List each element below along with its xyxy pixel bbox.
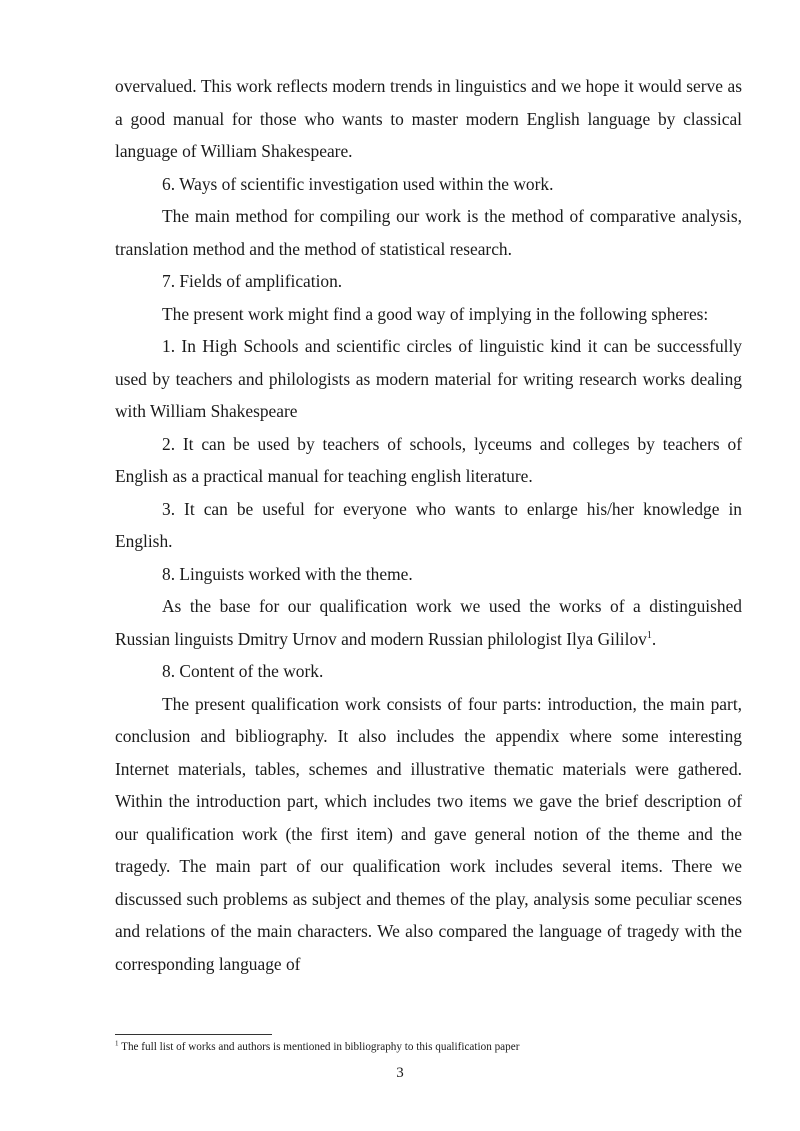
paragraph-spheres: The present work might find a good way of implying in the following spheres:	[162, 303, 709, 324]
list-item-high-schools: 1. In High Schools and scientific circles of linguistic kind it can be successfully used by teachers and philologists as modern material for writing research works dealing with William Shakespeare	[115, 336, 742, 421]
heading-content: 8. Content of the work.	[162, 661, 324, 681]
footnote-ref: 1	[646, 629, 652, 641]
paragraph-content-description: The present qualification work consists of four parts: introduction, the main part, conclusion and bibliography. It also includes the appendix where some interesting Internet materials, tables, schemes and illustrative thematic materials were gathered. Within the introduction part, which includes two items we gave the brief description of our qualification work (the first item) and gave general notion of the theme and the tragedy. The main part of our qualification work includes several items. There we discussed such problems as subject and themes of the play, analysis some peculiar scenes and relations of the main characters. We also compared the language of tragedy with the corresponding language of	[115, 693, 742, 974]
footnote-divider	[115, 1034, 272, 1035]
paragraph-base-works: As the base for our qualification work we used the works of a distinguished Russian linguists Dmitry Urnov and modern Russian philologist Ilya Gililov$^1$.	[115, 596, 742, 649]
page-number: 3	[396, 1065, 404, 1081]
heading-linguists: 8. Linguists worked with the theme.	[162, 563, 413, 584]
page-body	[115, 70, 742, 980]
footnote-marker: 1	[115, 1039, 119, 1048]
paragraph-main-method: The main method for compiling our work is the method of comparative analysis, translation method and the method of statistical research.	[115, 206, 742, 259]
heading-ways-of-investigation: 6. Ways of scientific investigation used within the work.	[162, 173, 554, 194]
footnote-text: The full list of works and authors is mentioned in bibliography to this qualification paper	[121, 1041, 520, 1053]
paragraph-intro: overvalued. This work reflects modern trends in linguistics and we hope it would serve as a good manual for those who wants to master modern English language by classical language of William Shakespeare.	[115, 76, 742, 161]
heading-fields-of-amplification: 7. Fields of amplification.	[162, 271, 343, 291]
list-item-teachers: 2. It can be used by teachers of schools, lyceums and colleges by teachers of English as a practical manual for teaching english literature.	[115, 433, 742, 486]
footnote	[115, 1040, 742, 1054]
list-item-everyone: 3. It can be useful for everyone who wants to enlarge his/her knowledge in English.	[115, 498, 742, 551]
